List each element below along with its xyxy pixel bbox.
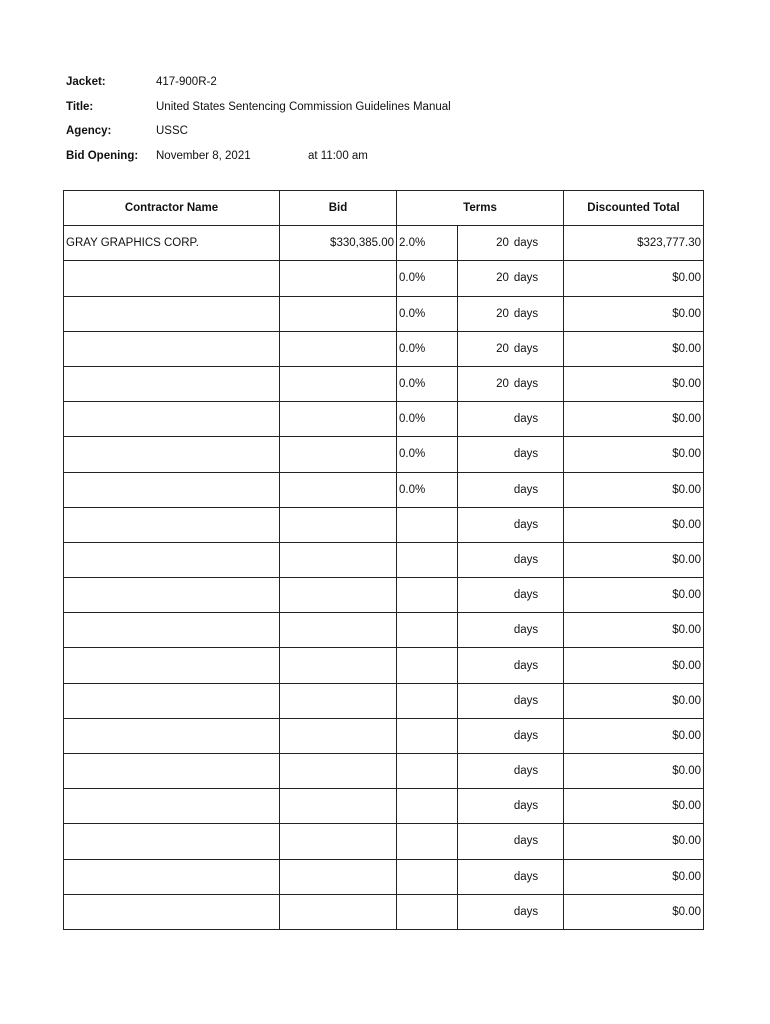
discounted-total-cell: $0.00: [564, 507, 704, 542]
discounted-total-cell: $0.00: [564, 542, 704, 577]
bid-opening-label: Bid Opening:: [66, 149, 139, 162]
discounted-total-cell: $0.00: [564, 613, 704, 648]
table-row: [64, 578, 704, 613]
contractor-name-cell: [64, 824, 280, 859]
header-discounted-total: Discounted Total: [564, 191, 704, 226]
terms-percent-cell: [397, 754, 458, 789]
terms-days-cell: [458, 613, 564, 648]
terms-percent-cell: 0.0%: [397, 472, 458, 507]
contractor-name-cell: [64, 859, 280, 894]
terms-days-label: days: [513, 694, 539, 707]
contractor-name-cell: [64, 754, 280, 789]
terms-days-cell: [458, 648, 564, 683]
contractor-name-cell: [64, 613, 280, 648]
table-row: [64, 824, 704, 859]
contractor-name-cell: [64, 437, 280, 472]
terms-percent-cell: [397, 894, 458, 929]
table-row: [64, 542, 704, 577]
terms-days-number: 20: [496, 272, 509, 285]
bid-cell: [280, 578, 397, 613]
contractor-name-cell: GRAY GRAPHICS CORP.: [64, 226, 280, 261]
table-row: [64, 718, 704, 753]
discounted-total-cell: $0.00: [564, 894, 704, 929]
bid-opening-date: November 8, 2021: [156, 149, 251, 162]
terms-days-cell: [458, 683, 564, 718]
terms-days-number: 20: [496, 378, 509, 391]
terms-days-cell: [458, 718, 564, 753]
terms-percent-cell: [397, 824, 458, 859]
title-row: [66, 97, 706, 122]
table-row: [64, 261, 704, 296]
discounted-total-cell: $0.00: [564, 402, 704, 437]
discounted-total-cell: $0.00: [564, 789, 704, 824]
terms-days-cell: [458, 402, 564, 437]
jacket-label: Jacket:: [66, 76, 106, 88]
discounted-total-cell: $0.00: [564, 718, 704, 753]
terms-days-number: 20: [496, 307, 509, 320]
terms-days-cell: [458, 331, 564, 366]
terms-days-label: days: [513, 624, 539, 637]
bid-cell: [280, 472, 397, 507]
terms-days-cell: [458, 366, 564, 401]
terms-days-label: days: [513, 659, 539, 672]
terms-percent-cell: [397, 578, 458, 613]
discounted-total-cell: $0.00: [564, 578, 704, 613]
bid-cell: [280, 296, 397, 331]
terms-percent-cell: [397, 718, 458, 753]
bid-cell: [280, 754, 397, 789]
contractor-name-cell: [64, 507, 280, 542]
discounted-total-cell: $323,777.30: [564, 226, 704, 261]
terms-percent-cell: [397, 859, 458, 894]
agency-label: Agency:: [66, 125, 112, 137]
discounted-total-cell: $0.00: [564, 472, 704, 507]
bid-cell: [280, 331, 397, 366]
terms-percent-cell: 2.0%: [397, 226, 458, 261]
terms-days-label: days: [513, 307, 539, 320]
contractor-name-cell: [64, 894, 280, 929]
discounted-total-cell: $0.00: [564, 683, 704, 718]
table-row: [64, 331, 704, 366]
bid-cell: [280, 718, 397, 753]
table-row: [64, 507, 704, 542]
terms-percent-cell: 0.0%: [397, 366, 458, 401]
table-row: [64, 613, 704, 648]
table-row: [64, 226, 704, 261]
discounted-total-cell: $0.00: [564, 754, 704, 789]
terms-days-label: days: [513, 237, 539, 250]
bid-cell: [280, 542, 397, 577]
terms-days-label: days: [513, 272, 539, 285]
contractor-name-cell: [64, 402, 280, 437]
terms-days-cell: [458, 824, 564, 859]
terms-percent-cell: 0.0%: [397, 296, 458, 331]
discounted-total-cell: $0.00: [564, 437, 704, 472]
terms-days-cell: [458, 261, 564, 296]
bid-cell: [280, 366, 397, 401]
discounted-total-cell: $0.00: [564, 296, 704, 331]
bid-cell: [280, 824, 397, 859]
title-value: United States Sentencing Commission Guidelines Manual: [156, 100, 451, 113]
jacket-value: 417-900R-2: [156, 76, 217, 88]
contractor-name-cell: [64, 789, 280, 824]
terms-days-label: days: [513, 870, 539, 883]
bid-cell: [280, 859, 397, 894]
terms-percent-cell: [397, 613, 458, 648]
contractor-name-cell: [64, 542, 280, 577]
terms-days-label: days: [513, 800, 539, 813]
discounted-total-cell: $0.00: [564, 331, 704, 366]
jacket-row: [66, 72, 706, 97]
terms-percent-cell: [397, 648, 458, 683]
terms-days-cell: [458, 437, 564, 472]
bid-table: [63, 190, 704, 930]
terms-days-cell: [458, 472, 564, 507]
terms-days-label: days: [513, 413, 539, 426]
terms-days-label: days: [513, 483, 539, 496]
terms-percent-cell: [397, 507, 458, 542]
terms-days-number: 20: [496, 237, 509, 250]
header-bid: Bid: [280, 191, 397, 226]
terms-percent-cell: 0.0%: [397, 437, 458, 472]
terms-days-cell: [458, 754, 564, 789]
discounted-total-cell: $0.00: [564, 859, 704, 894]
contractor-name-cell: [64, 718, 280, 753]
discounted-total-cell: $0.00: [564, 261, 704, 296]
bid-cell: [280, 437, 397, 472]
table-row: [64, 472, 704, 507]
terms-days-cell: [458, 542, 564, 577]
terms-days-cell: [458, 507, 564, 542]
discounted-total-cell: $0.00: [564, 648, 704, 683]
table-row: [64, 366, 704, 401]
terms-days-label: days: [513, 448, 539, 461]
terms-days-label: days: [513, 378, 539, 391]
contractor-name-cell: [64, 578, 280, 613]
terms-percent-cell: [397, 542, 458, 577]
terms-percent-cell: 0.0%: [397, 261, 458, 296]
terms-days-label: days: [513, 342, 539, 355]
bid-cell: [280, 648, 397, 683]
bid-cell: [280, 507, 397, 542]
bid-table-body: [64, 226, 704, 930]
bid-cell: [280, 894, 397, 929]
bid-cell: [280, 683, 397, 718]
agency-row: [66, 121, 706, 146]
contractor-name-cell: [64, 366, 280, 401]
terms-percent-cell: [397, 789, 458, 824]
terms-days-label: days: [513, 589, 539, 602]
bid-cell: [280, 789, 397, 824]
terms-days-cell: [458, 578, 564, 613]
contractor-name-cell: [64, 683, 280, 718]
terms-days-label: days: [513, 765, 539, 778]
discounted-total-cell: $0.00: [564, 824, 704, 859]
agency-value: USSC: [156, 125, 188, 137]
terms-days-label: days: [513, 905, 539, 918]
terms-days-cell: [458, 226, 564, 261]
terms-days-label: days: [513, 553, 539, 566]
table-row: [64, 683, 704, 718]
terms-days-cell: [458, 859, 564, 894]
table-row: [64, 648, 704, 683]
table-row: [64, 894, 704, 929]
bid-opening-row: [66, 146, 706, 171]
bid-cell: $330,385.00: [280, 226, 397, 261]
table-row: [64, 754, 704, 789]
terms-days-cell: [458, 894, 564, 929]
terms-days-label: days: [513, 518, 539, 531]
table-header-row: [64, 191, 704, 226]
contractor-name-cell: [64, 261, 280, 296]
bid-cell: [280, 402, 397, 437]
header-contractor-name: Contractor Name: [64, 191, 280, 226]
title-label: Title:: [66, 100, 94, 113]
table-row: [64, 789, 704, 824]
terms-days-label: days: [513, 835, 539, 848]
bid-opening-time: at 11:00 am: [308, 149, 368, 162]
terms-days-label: days: [513, 729, 539, 742]
header-terms: Terms: [397, 191, 564, 226]
table-row: [64, 859, 704, 894]
contractor-name-cell: [64, 331, 280, 366]
bid-cell: [280, 613, 397, 648]
contractor-name-cell: [64, 472, 280, 507]
terms-days-cell: [458, 296, 564, 331]
terms-days-number: 20: [496, 342, 509, 355]
bid-cell: [280, 261, 397, 296]
table-row: [64, 296, 704, 331]
table-row: [64, 402, 704, 437]
contractor-name-cell: [64, 296, 280, 331]
terms-days-cell: [458, 789, 564, 824]
table-row: [64, 437, 704, 472]
discounted-total-cell: $0.00: [564, 366, 704, 401]
terms-percent-cell: [397, 683, 458, 718]
contractor-name-cell: [64, 648, 280, 683]
terms-percent-cell: 0.0%: [397, 331, 458, 366]
document-header: [66, 72, 706, 170]
terms-percent-cell: 0.0%: [397, 402, 458, 437]
